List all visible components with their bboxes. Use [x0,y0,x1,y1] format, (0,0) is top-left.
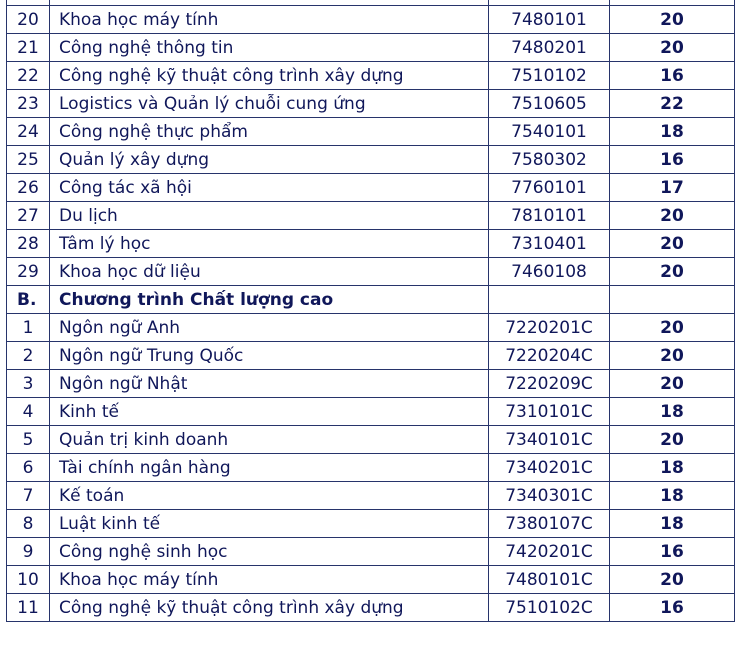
program-name: Công nghệ kỹ thuật công trình xây dựng [50,62,489,90]
row-number: 3 [7,370,50,398]
row-number: 28 [7,230,50,258]
table-row [7,146,735,174]
program-name: Khoa học máy tính [50,6,489,34]
program-code: 7760101 [489,174,610,202]
row-number: 20 [7,6,50,34]
row-number: 2 [7,342,50,370]
table-row [7,6,735,34]
admission-score-table [6,0,735,622]
program-code: 7480201 [489,34,610,62]
program-name: Logistics và Quản lý chuỗi cung ứng [50,90,489,118]
table-row [7,594,735,622]
program-code: 7310101C [489,398,610,426]
program-code: 7340301C [489,482,610,510]
table-row [7,174,735,202]
admission-score: 16 [610,538,735,566]
program-code: 7340101C [489,426,610,454]
admission-score: 20 [610,202,735,230]
row-number: 22 [7,62,50,90]
row-number: 8 [7,510,50,538]
table-row [7,230,735,258]
program-name: Công nghệ thực phẩm [50,118,489,146]
admission-table-container [6,0,735,622]
program-name: Công nghệ kỹ thuật công trình xây dựng [50,594,489,622]
row-number: 7 [7,482,50,510]
table-row [7,370,735,398]
row-number: 4 [7,398,50,426]
admission-score: 22 [610,90,735,118]
row-number: 10 [7,566,50,594]
program-code: 7340201C [489,454,610,482]
admission-score: 16 [610,62,735,90]
program-name: Khoa học máy tính [50,566,489,594]
admission-score: 20 [610,426,735,454]
program-name: Ngôn ngữ Nhật [50,370,489,398]
program-code: 7540101 [489,118,610,146]
program-name: Quản trị kinh doanh [50,426,489,454]
row-number: 23 [7,90,50,118]
admission-score: 20 [610,370,735,398]
row-number: 5 [7,426,50,454]
program-name: Ngôn ngữ Trung Quốc [50,342,489,370]
row-number: 25 [7,146,50,174]
table-row [7,342,735,370]
table-row [7,510,735,538]
table-row [7,258,735,286]
row-number: 9 [7,538,50,566]
program-name: Kế toán [50,482,489,510]
table-row [7,566,735,594]
table-row [7,62,735,90]
program-code: 7420201C [489,538,610,566]
program-code: 7380107C [489,510,610,538]
program-name: Khoa học dữ liệu [50,258,489,286]
admission-score: 18 [610,482,735,510]
table-row [7,538,735,566]
program-name: Kinh tế [50,398,489,426]
row-number: 1 [7,314,50,342]
program-code: 7580302 [489,146,610,174]
program-name: Công nghệ thông tin [50,34,489,62]
program-name: Công tác xã hội [50,174,489,202]
program-code: 7220204C [489,342,610,370]
table-row [7,454,735,482]
empty-cell [489,286,610,314]
program-code: 7310401 [489,230,610,258]
program-code: 7510605 [489,90,610,118]
section-label: B. [7,286,50,314]
table-row [7,482,735,510]
section-title: Chương trình Chất lượng cao [50,286,489,314]
empty-cell [610,286,735,314]
admission-score: 20 [610,258,735,286]
row-number: 11 [7,594,50,622]
table-row [7,202,735,230]
admission-score: 20 [610,314,735,342]
admission-score: 18 [610,510,735,538]
admission-score: 20 [610,34,735,62]
program-code: 7220209C [489,370,610,398]
program-name: Quản lý xây dựng [50,146,489,174]
admission-score: 20 [610,6,735,34]
admission-score: 20 [610,342,735,370]
row-number: 6 [7,454,50,482]
admission-score: 17 [610,174,735,202]
table-row [7,314,735,342]
program-name: Tài chính ngân hàng [50,454,489,482]
row-number: 26 [7,174,50,202]
row-number: 27 [7,202,50,230]
table-row [7,426,735,454]
table-row [7,34,735,62]
program-name: Luật kinh tế [50,510,489,538]
admission-score: 20 [610,566,735,594]
table-row [7,398,735,426]
section-header-row [7,286,735,314]
admission-score: 16 [610,594,735,622]
program-name: Tâm lý học [50,230,489,258]
row-number: 24 [7,118,50,146]
row-number: 21 [7,34,50,62]
table-row [7,118,735,146]
table-row [7,90,735,118]
admission-score: 18 [610,454,735,482]
admission-score: 16 [610,146,735,174]
table-body [7,0,735,622]
program-code: 7510102C [489,594,610,622]
program-code: 7480101 [489,6,610,34]
admission-score: 18 [610,398,735,426]
admission-score: 18 [610,118,735,146]
program-code: 7810101 [489,202,610,230]
program-name: Ngôn ngữ Anh [50,314,489,342]
admission-score: 20 [610,230,735,258]
program-code: 7510102 [489,62,610,90]
program-name: Công nghệ sinh học [50,538,489,566]
program-code: 7460108 [489,258,610,286]
program-name: Du lịch [50,202,489,230]
program-code: 7220201C [489,314,610,342]
program-code: 7480101C [489,566,610,594]
row-number: 29 [7,258,50,286]
